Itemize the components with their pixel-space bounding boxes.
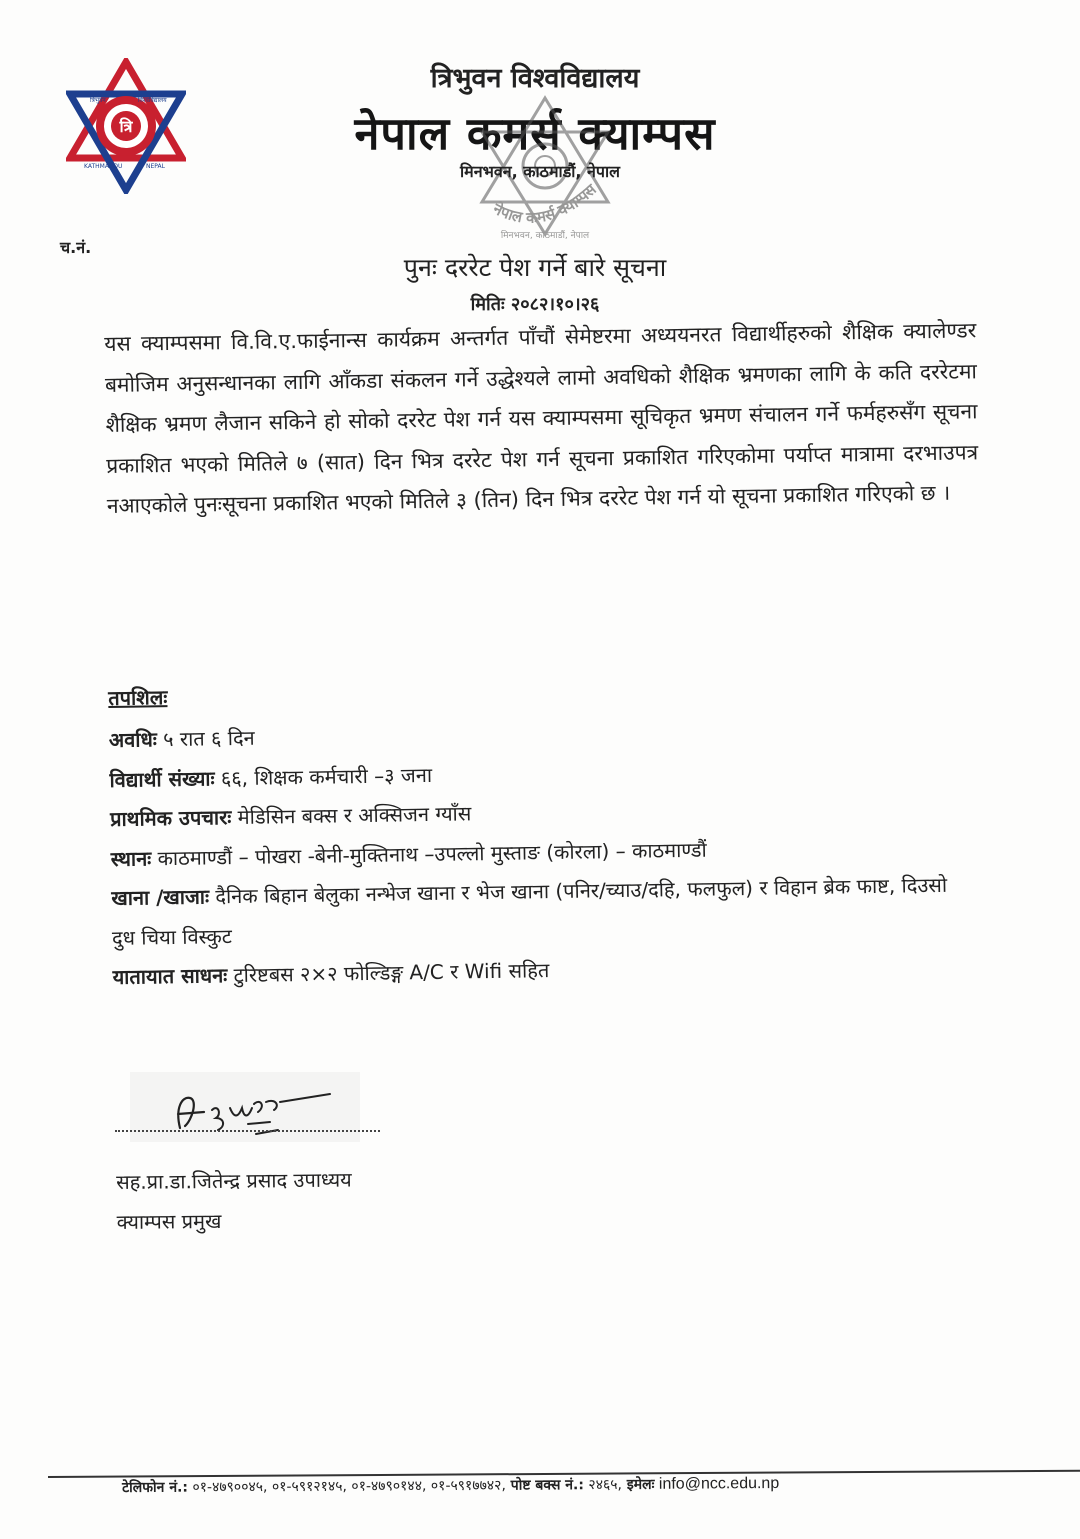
email-label: इमेलः [621,1476,655,1493]
campus-name: नेपाल कमर्स क्याम्पस [354,107,716,160]
campus-address: मिनभवन, काठमाडौं, नेपाल [459,162,621,181]
detail-label: प्राथमिक उपचारः [109,805,232,831]
reference-number-label: च.नं. [60,238,92,257]
detail-label: विद्यार्थी संख्याः [109,765,215,792]
details-heading: तपशिलः [108,685,168,710]
detail-label: स्थानः [110,845,152,871]
detail-label: अवधिः [108,727,157,752]
signatory-designation: क्याम्पस प्रमुख [116,1208,222,1234]
detail-value: ६६, शिक्षक कर्मचारी –३ जना [214,762,433,790]
logo-bottom-right-text: NEPAL [146,163,165,170]
university-name: त्रिभुवन विश्वविद्यालय [430,63,640,94]
footer-contact [122,1473,1022,1497]
pobox-label: पोष्ट बक्स नं.: [505,1477,585,1494]
detail-value: ५ रात ६ दिन [156,725,255,752]
details-section [108,670,973,997]
detail-value: दैनिक बिहान बेलुका नन्भेज खाना र भेज खाना (पनिर/च्याउ/दहि, फलफुल) र विहान ब्रेक फाष्ट, दिउसो दुध चिया विस्कुट [111,872,948,950]
stamp-bottom-text: मिनभवन, काठमाडौं, नेपाल [500,231,590,240]
notice-title: पुनः दररेट पेश गर्ने बारे सूचना [403,253,667,282]
phone-label: टेलिफोन नं.: [122,1479,189,1496]
pobox-number: २४६५, [583,1476,623,1494]
svg-text:त्रि: त्रि [119,117,133,136]
signature-icon [130,1068,360,1148]
signatory-block [116,1160,352,1242]
signatory-name: सह.प्रा.डा.जितेन्द्र प्रसाद उपाध्यय [116,1167,352,1194]
email-address: info@ncc.edu.np [654,1474,780,1493]
notice-date: मितिः २०८२।१०।२६ [470,294,600,315]
logo-bottom-left-text: KATHMANDU [84,163,123,170]
detail-value: काठमाण्डौं – पोखरा -बेनी-मुक्तिनाथ –उपल्लो मुस्ताङ (कोरला) – काठमाण्डौं [151,837,707,870]
detail-label: खाना /खाजाः [111,884,210,910]
notice-body: यस क्याम्पसमा वि.वि.ए.फाईनान्स कार्यक्रम अन्तर्गत पाँचौं सेमेष्टरमा अध्ययनरत विद्यार्थीहरुको शैक्षिक क्यालेण्डर बमोजिम अनुसन्धानका लागि आँकडा संकलन गर्ने उद्धेश्यले लामो अवधिको शैक्षिक भ्रमणका लागि के कति दररेटमा शैक्षिक भ्रमण लैजान सकिने हो सोको दररेट पेश गर्न यस क्याम्पसमा सूचिकृत भ्रमण संचालन गर्ने फर्महरुसँग सूचना प्रकाशित भएको मितिले ७ (सात) दिन भित्र दररेट पेश गर्न सूचना प्रकाशित गरिएकोमा पर्याप्त मात्रामा दरभाउपत्र नआएकोले पुनःसूचना प्रकाशित भएको मितिले ३ (तिन) दिन भित्र दररेट पेश गर्न यो सूचना प्रकाशित गरिएको छ । [104,318,979,518]
logo-left-text: त्रिभुवन [90,97,106,104]
university-logo-icon [66,58,186,194]
detail-label: यातायात साधनः [112,963,228,989]
signature-line [115,1130,380,1132]
logo-right-text: विश्वविद्यालय [138,97,167,104]
detail-meals [111,865,972,957]
detail-value: टुरिष्टबस २×२ फोल्डिङ्ग A/C र Wifi सहित [227,958,550,988]
detail-value: मेडिसिन बक्स र अक्सिजन ग्याँस [231,801,472,830]
phone-numbers: ०१-४७९००४५, ०१-५९१२१४५, ०१-४७९०१४४, ०१-५९१७७४२, [187,1477,506,1496]
stamp-arc-text: नेपाल कमर्स क्याम्पस [490,180,600,227]
